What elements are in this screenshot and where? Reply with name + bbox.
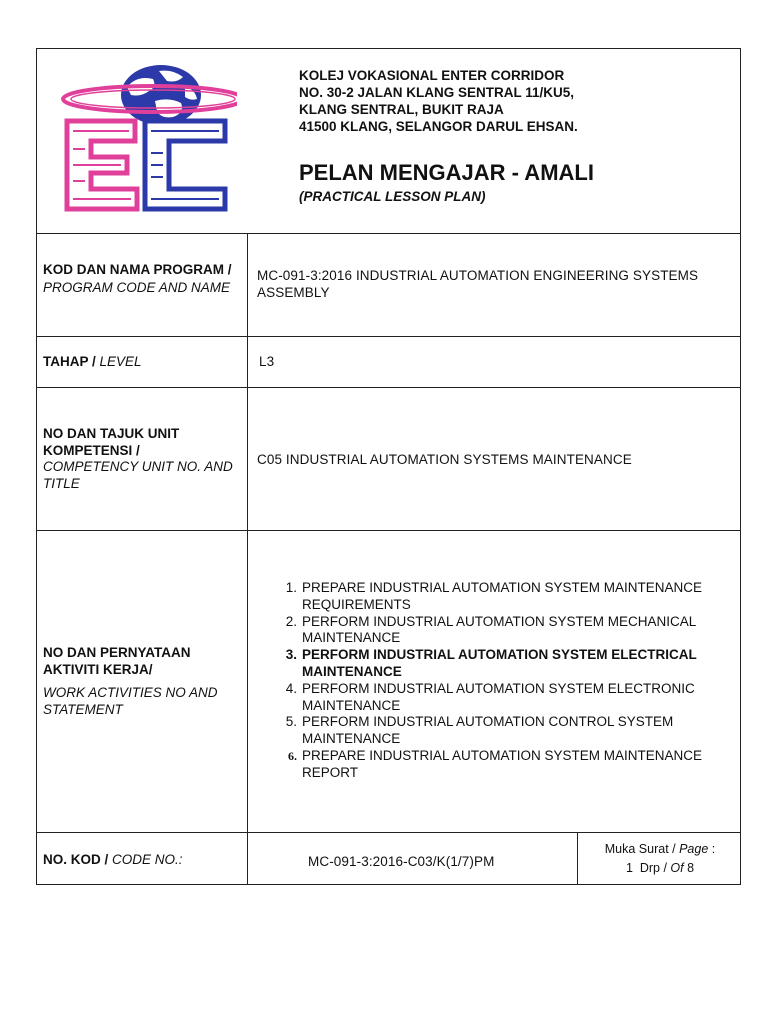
- address-line: NO. 30-2 JALAN KLANG SENTRAL 11/KU5,: [299, 85, 575, 100]
- unit-label-italic: COMPETENCY UNIT NO. AND TITLE: [43, 459, 233, 491]
- item-number: 2.: [285, 613, 297, 629]
- page-label-line: [581, 840, 739, 859]
- column-divider: [577, 832, 578, 885]
- page-label-italic: Page: [679, 842, 709, 856]
- activities-label-italic: WORK ACTIVITIES NO AND STATEMENT: [43, 685, 218, 717]
- level-label-italic: LEVEL: [99, 354, 142, 369]
- page-title: PELAN MENGAJAR - AMALI: [299, 160, 594, 185]
- code-label-italic: CODE NO.:: [112, 852, 183, 867]
- page-number-line: [581, 859, 739, 878]
- program-label-italic: PROGRAM CODE AND NAME: [43, 280, 231, 295]
- letter-e-icon: [67, 121, 137, 209]
- address-line: KLANG SENTRAL, BUKIT RAJA: [299, 102, 504, 117]
- divider: [37, 832, 740, 833]
- list-item: [277, 614, 737, 648]
- item-number: 3.: [285, 647, 297, 663]
- code-value: MC-091-3:2016-C03/K(1/7)PM: [308, 854, 495, 869]
- level-value: L3: [259, 354, 275, 369]
- divider: [37, 336, 740, 337]
- unit-label-bold: NO DAN TAJUK UNIT KOMPETENSI /: [43, 426, 180, 458]
- item-text: PERFORM INDUSTRIAL AUTOMATION SYSTEM ELECTRICAL MAINTENANCE: [302, 647, 697, 679]
- list-item: [277, 647, 737, 681]
- column-divider: [247, 233, 248, 885]
- item-number: 6.: [288, 748, 297, 763]
- list-item: [277, 681, 737, 715]
- code-label: [43, 851, 239, 869]
- page-indicator: [581, 840, 739, 878]
- item-text: PREPARE INDUSTRIAL AUTOMATION SYSTEM MAINTENANCE REQUIREMENTS: [302, 580, 703, 612]
- divider: [37, 233, 740, 234]
- lesson-plan-sheet: [36, 48, 741, 885]
- divider: [37, 530, 740, 531]
- program-label: [43, 261, 239, 297]
- item-number: 5.: [285, 714, 297, 730]
- item-text: PERFORM INDUSTRIAL AUTOMATION CONTROL SYSTEM MAINTENANCE: [302, 714, 674, 747]
- item-number: 1.: [285, 580, 297, 595]
- college-address: [299, 67, 719, 135]
- unit-label: [43, 426, 239, 492]
- activities-list: [277, 580, 737, 782]
- page-colon: :: [708, 842, 716, 856]
- page-of: Of: [670, 861, 684, 875]
- level-label: [43, 353, 239, 371]
- unit-value: C05 INDUSTRIAL AUTOMATION SYSTEMS MAINTENANCE: [257, 452, 632, 467]
- code-label-bold: NO. KOD /: [43, 852, 113, 867]
- list-item: [277, 580, 737, 614]
- activities-label-bold: NO DAN PERNYATAAN AKTIVITI KERJA/: [43, 645, 191, 677]
- item-number: 4.: [285, 680, 297, 696]
- item-text: PERFORM INDUSTRIAL AUTOMATION SYSTEM ELECTRONIC MAINTENANCE: [302, 680, 695, 713]
- level-label-bold: TAHAP /: [43, 354, 100, 369]
- item-text: PERFORM INDUSTRIAL AUTOMATION SYSTEM MECHANICAL MAINTENANCE: [302, 613, 696, 646]
- college-logo: [57, 57, 237, 223]
- address-line: 41500 KLANG, SELANGOR DARUL EHSAN.: [299, 119, 578, 134]
- letter-c-icon: [145, 121, 225, 209]
- divider: [37, 387, 740, 388]
- program-value: MC-091-3:2016 INDUSTRIAL AUTOMATION ENGINEERING SYSTEMS ASSEMBLY: [257, 268, 699, 300]
- list-item: [277, 748, 737, 782]
- page-drp: Drp /: [632, 861, 671, 875]
- globe-icon: [121, 65, 201, 125]
- page-subtitle: (PRACTICAL LESSON PLAN): [299, 189, 486, 204]
- activities-label: [43, 645, 239, 718]
- page-label: Muka Surat /: [604, 842, 680, 856]
- address-line: KOLEJ VOKASIONAL ENTER CORRIDOR: [299, 68, 565, 83]
- item-text: PREPARE INDUSTRIAL AUTOMATION SYSTEM MAINTENANCE REPORT: [302, 747, 703, 780]
- list-item: [277, 714, 737, 748]
- program-label-bold: KOD DAN NAMA PROGRAM /: [43, 262, 232, 277]
- page-total: 8: [683, 861, 695, 875]
- page-number: 1: [625, 861, 633, 875]
